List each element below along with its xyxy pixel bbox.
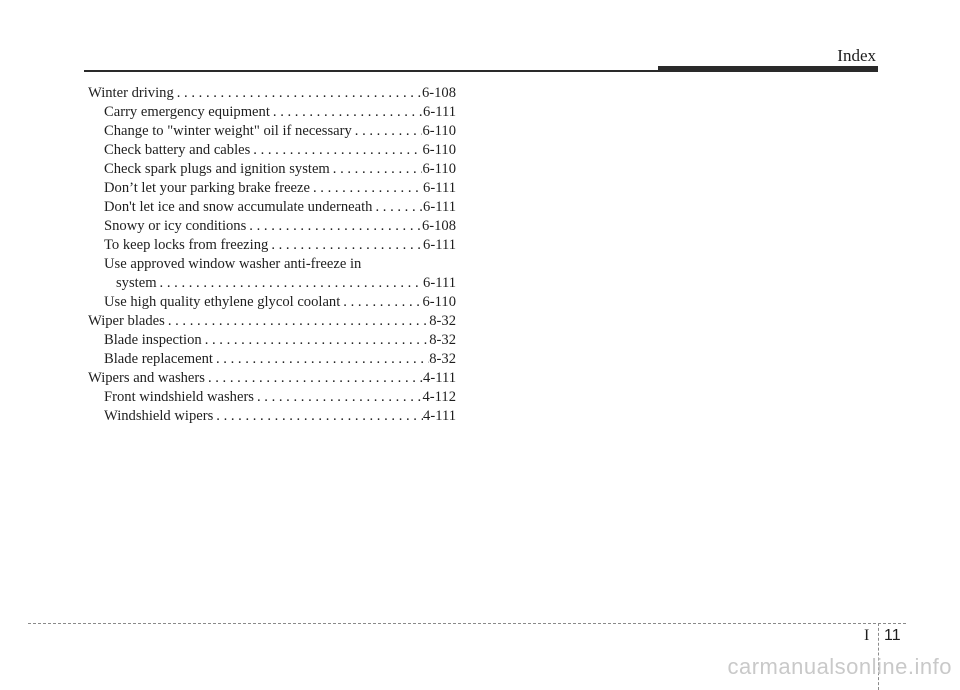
footer-rule xyxy=(28,623,906,624)
header-accent-bar xyxy=(658,66,878,72)
index-entry-page: 6-110 xyxy=(422,161,456,177)
index-entry xyxy=(88,198,456,217)
index-entry-leader xyxy=(270,103,423,122)
index-entry-label: system xyxy=(116,275,157,291)
index-entry-leader xyxy=(205,369,423,388)
index-entry-leader xyxy=(165,312,429,331)
index-entry-leader xyxy=(213,407,423,426)
index-entry-label: Don't let ice and snow accumulate underneath xyxy=(104,199,373,215)
index-entry-label: Windshield wipers xyxy=(104,408,214,424)
index-entry xyxy=(88,331,456,350)
index-entry-page: 4-112 xyxy=(422,389,456,405)
index-entry xyxy=(88,407,456,426)
index-entry-leader xyxy=(352,122,423,141)
index-entry-label: Wiper blades xyxy=(88,313,165,329)
index-entry xyxy=(88,350,456,369)
index-entry xyxy=(88,255,456,274)
index-entry-label: To keep locks from freezing xyxy=(104,237,269,253)
index-entry xyxy=(88,217,456,236)
footer-section-letter: I xyxy=(864,627,870,644)
index-entry-page: 6-110 xyxy=(422,142,456,158)
index-entry-page: 6-111 xyxy=(423,275,456,291)
index-entry-label: Snowy or icy conditions xyxy=(104,218,247,234)
index-entry-leader xyxy=(250,141,422,160)
index-entry-leader xyxy=(372,198,423,217)
index-entry xyxy=(88,103,456,122)
index-entry xyxy=(88,179,456,198)
index-entry-leader xyxy=(202,331,430,350)
header-title: Index xyxy=(837,46,876,65)
index-entry-label: Check spark plugs and ignition system xyxy=(104,161,330,177)
index-entry xyxy=(88,236,456,255)
index-entry xyxy=(88,312,456,331)
index-entry-page: 4-111 xyxy=(423,408,456,424)
index-entry-leader xyxy=(340,293,422,312)
index-entry-page: 6-111 xyxy=(423,180,456,196)
index-entry-leader xyxy=(310,179,423,198)
index-entry-label: Front windshield washers xyxy=(104,389,254,405)
index-entry-page: 6-108 xyxy=(421,218,456,234)
index-entry-page: 8-32 xyxy=(429,351,456,367)
index-entry-page: 6-111 xyxy=(423,237,456,253)
index-entry-label: Use approved window washer anti-freeze in xyxy=(104,256,362,272)
index-entry-leader xyxy=(213,350,429,369)
index-entry xyxy=(88,293,456,312)
index-entry-page: 4-111 xyxy=(423,370,456,386)
index-entry-label: Use high quality ethylene glycol coolant xyxy=(104,294,341,310)
footer-page-number: 11 xyxy=(884,627,901,644)
index-entry-leader xyxy=(330,160,423,179)
index-entry-label: Don’t let your parking brake freeze xyxy=(104,180,310,196)
index-list xyxy=(88,84,456,426)
index-entry-page: 6-111 xyxy=(423,104,456,120)
index-entry-leader xyxy=(246,217,422,236)
index-entry-page: 6-110 xyxy=(422,123,456,139)
index-entry-label: Wipers and washers xyxy=(88,370,205,386)
index-entry-page: 6-111 xyxy=(423,199,456,215)
watermark: carmanualsonline.info xyxy=(727,654,952,679)
index-entry-label: Check battery and cables xyxy=(104,142,251,158)
index-entry-label: Blade replacement xyxy=(104,351,213,367)
index-entry xyxy=(88,388,456,407)
index-entry-label: Blade inspection xyxy=(104,332,202,348)
index-entry-page: 6-110 xyxy=(422,294,456,310)
index-entry-label: Change to "winter weight" oil if necessary xyxy=(104,123,352,139)
index-entry xyxy=(88,274,456,293)
index-entry-label: Carry emergency equipment xyxy=(104,104,270,120)
index-entry-page: 8-32 xyxy=(429,332,456,348)
index-entry-leader xyxy=(268,236,423,255)
index-entry xyxy=(88,122,456,141)
index-entry-leader xyxy=(254,388,423,407)
index-entry xyxy=(88,84,456,103)
index-entry-label: Winter driving xyxy=(88,85,174,101)
index-entry xyxy=(88,141,456,160)
index-entry xyxy=(88,160,456,179)
index-entry-leader xyxy=(157,274,423,293)
index-entry-page: 8-32 xyxy=(429,313,456,329)
index-entry xyxy=(88,369,456,388)
index-entry-page: 6-108 xyxy=(421,85,456,101)
index-entry-leader xyxy=(174,84,422,103)
